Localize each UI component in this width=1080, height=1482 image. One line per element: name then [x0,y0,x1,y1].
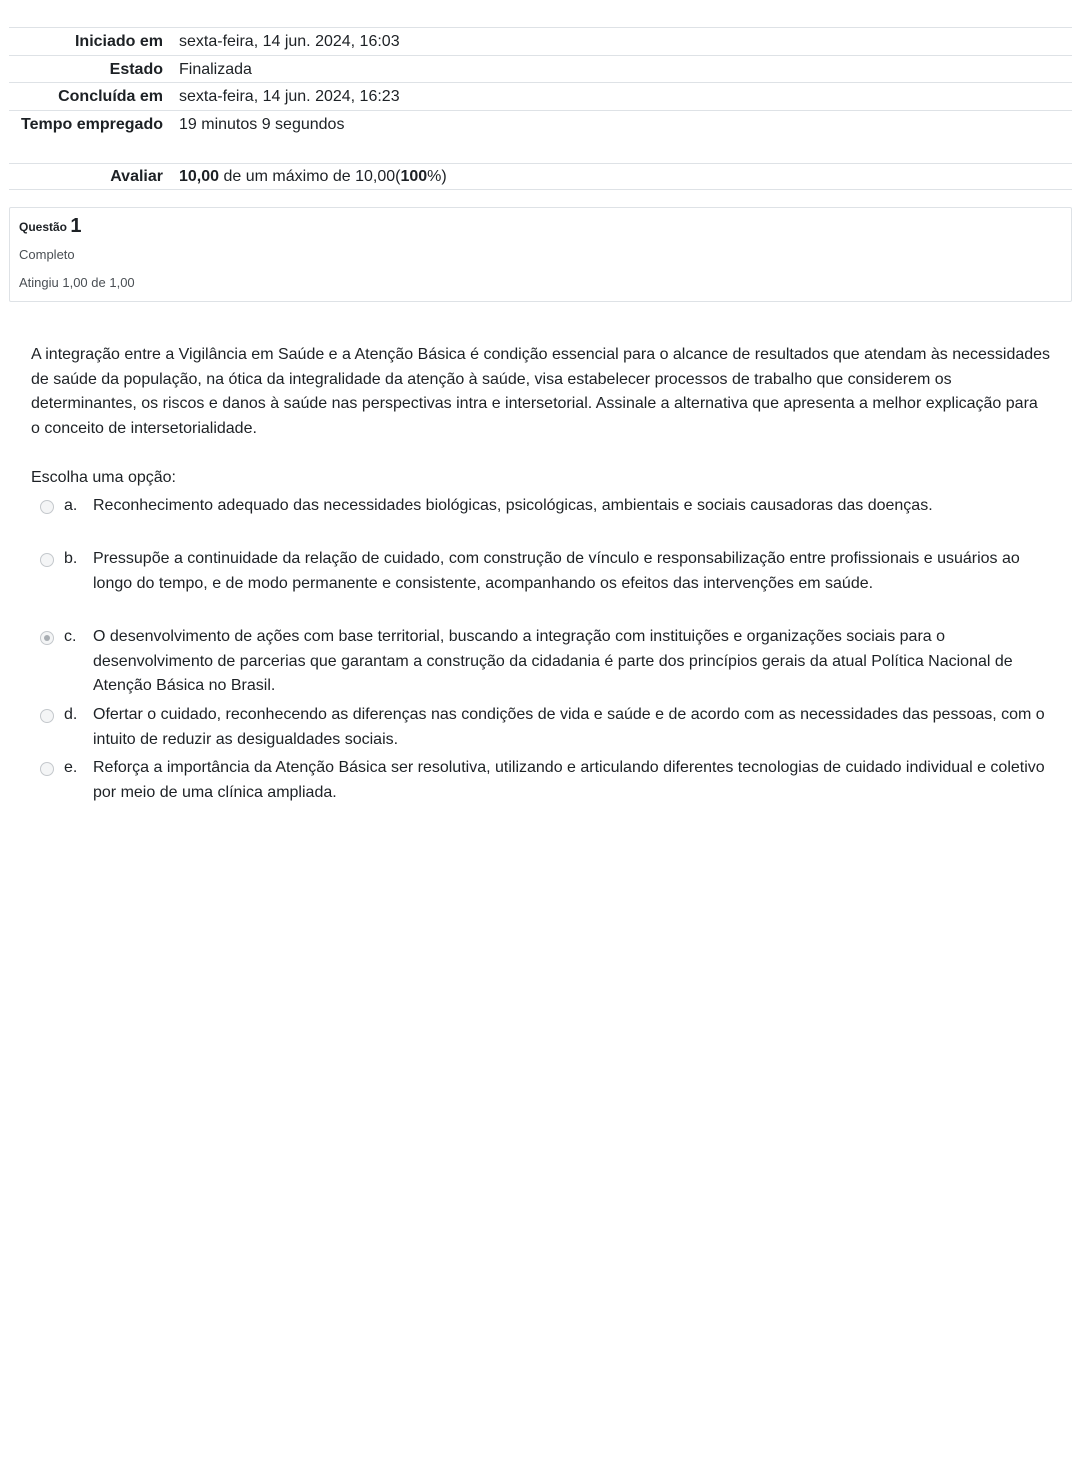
option-letter: a. [64,497,78,514]
question-text: A integração entre a Vigilância em Saúde e a Atenção Básica é condição essencial para o alcance de resultados que atendam às necessidades de saúde da população, na ótica da integralidade da atenção à saúde, visa estabelecer processos de trabalho que considerem os determinantes, os riscos e danos à saúde nas perspectivas intra e intersetorial. Assinale a alternativa que apresenta a melhor explicação para o conceito de intersetorialidade. [31,346,1051,437]
answer-option-c[interactable] [40,625,1060,699]
summary-value-grade [163,164,447,189]
summary-label-started: Iniciado em [74,33,163,50]
question-grade: Atingiu 1,00 de 1,00 [19,275,135,290]
answer-option-a[interactable] [40,494,1060,519]
option-letter: d. [64,706,78,723]
summary-value-time-taken: 19 minutos 9 segundos [179,115,345,133]
summary-label-time-taken: Tempo empregado [21,115,163,133]
grade-score: 10,00 [179,167,220,185]
summary-value-completed: sexta-feira, 14 jun. 2024, 16:23 [179,88,400,105]
option-text: O desenvolvimento de ações com base territorial, buscando a integração com instituições e organizações sociais para o desenvolvimento de parcerias que garantam a construção da cidadania é parte dos princípios gerais da atual Política Nacional de Atenção Básica no Brasil. [93,628,1013,694]
option-text: Pressupõe a continuidade da relação de cuidado, com construção de vínculo e responsabilização entre profissionais e usuários ao longo do tempo, e de modo permanente e consistente, acompanhando os efeitos das intervenções em saúde. [93,550,1020,592]
option-letter: b. [64,550,78,567]
option-text: Ofertar o cuidado, reconhecendo as diferenças nas condições de vida e saúde e de acordo com as necessidades das pessoas, com o intuito de reduzir as desigualdades sociais. [93,706,1045,748]
option-letter: c. [64,628,77,645]
option-text: Reforça a importância da Atenção Básica ser resolutiva, utilizando e articulando diferentes tecnologias de cuidado individual e coletivo por meio de uma clínica ampliada. [93,759,1045,801]
summary-row-state [9,56,1072,84]
summary-row-time-taken [9,111,1072,164]
summary-value-started: sexta-feira, 14 jun. 2024, 16:03 [179,33,400,50]
summary-value-state: Finalizada [179,60,252,78]
summary-label-grade: Avaliar [110,167,163,185]
answer-option-b[interactable] [40,547,1060,596]
summary-label-completed: Concluída em [58,88,163,105]
grade-max-text: de um máximo de 10,00( [219,167,401,185]
question-number-value: 1 [70,215,82,237]
answer-prompt: Escolha uma opção: [31,469,176,486]
radio-e[interactable] [40,762,54,776]
summary-label-state: Estado [109,60,163,78]
attempt-summary-table [9,27,1072,190]
summary-row-completed [9,83,1072,111]
option-text: Reconhecimento adequado das necessidades biológicas, psicológicas, ambientais e sociais causadoras das doenças. [93,497,933,514]
radio-a[interactable] [40,500,54,514]
radio-b[interactable] [40,553,54,567]
question-info-box [9,207,1072,302]
grade-percent: 100 [400,167,428,185]
radio-c[interactable] [40,631,54,645]
summary-row-grade [9,164,1072,190]
summary-row-started [9,28,1072,56]
question-number [19,216,81,238]
question-label: Questão [19,220,68,234]
radio-d[interactable] [40,709,54,723]
option-letter: e. [64,759,78,776]
answer-option-e[interactable] [40,756,1060,805]
question-state: Completo [19,247,75,262]
grade-percent-suffix: %) [427,167,447,185]
answer-option-d[interactable] [40,703,1060,752]
